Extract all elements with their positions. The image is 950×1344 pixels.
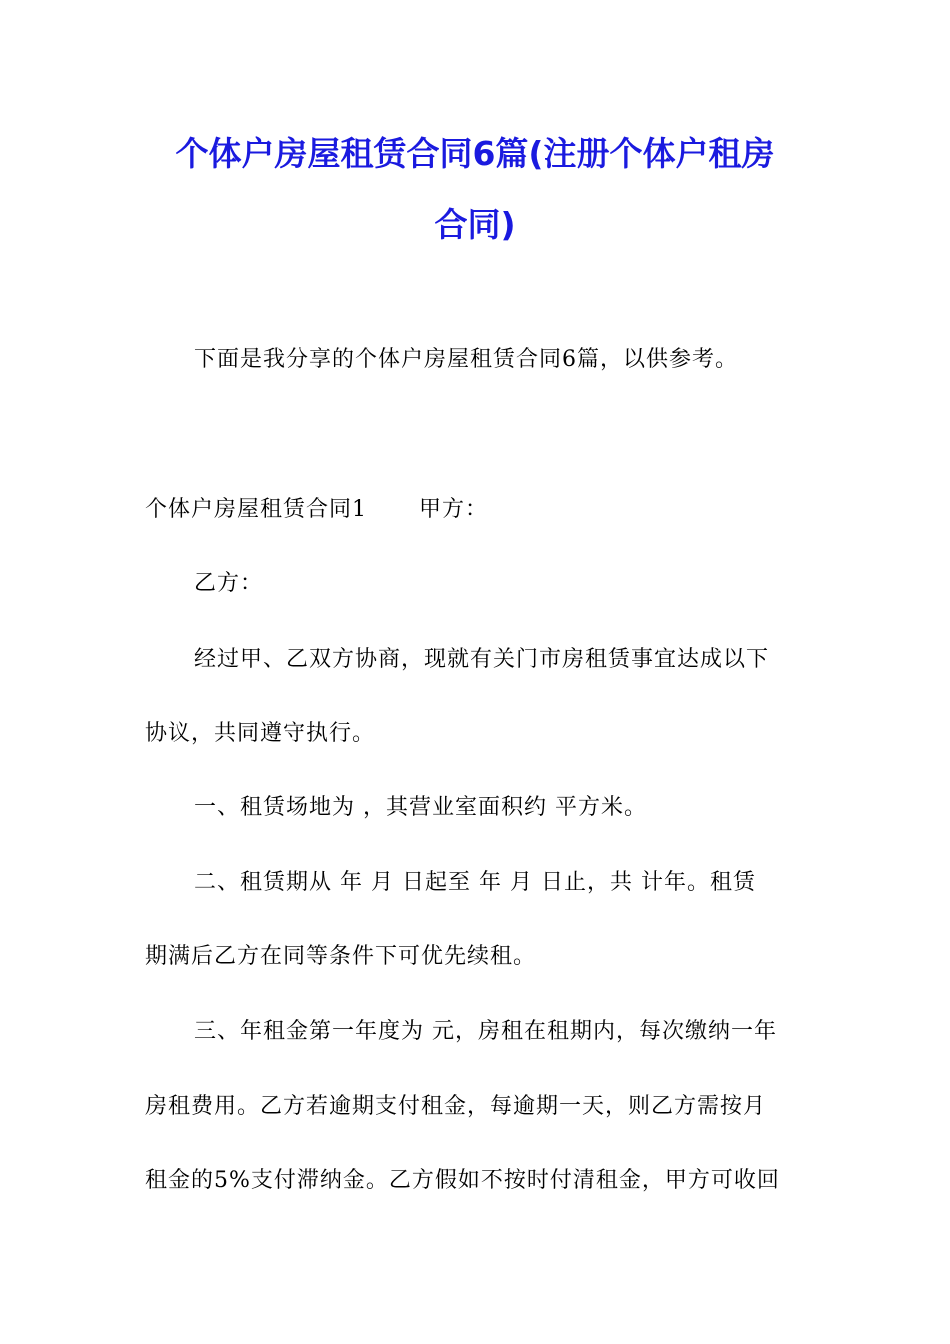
party-b-label: 乙方： (194, 571, 264, 596)
paragraph-1-line-1: 经过甲、乙双方协商，现就有关门市房租赁事宜达成以下 (194, 647, 770, 672)
document-title-line-1: 个体户房屋租赁合同6篇(注册个体户租房 (175, 134, 775, 173)
clause-3-line-3: 租金的5%支付滞纳金。乙方假如不按时付清租金，甲方可收回 (145, 1168, 780, 1193)
contract-heading: 个体户房屋租赁合同1 (145, 497, 367, 522)
paragraph-1-line-2: 协议，共同遵守执行。 (145, 721, 376, 746)
party-a-label: 甲方： (419, 497, 489, 522)
intro-paragraph: 下面是我分享的个体户房屋租赁合同6篇，以供参考。 (194, 347, 738, 372)
clause-3-line-2: 房租费用。乙方若逾期支付租金，每逾期一天，则乙方需按月 (145, 1094, 767, 1119)
clause-2-line-2: 期满后乙方在同等条件下可优先续租。 (145, 944, 537, 969)
clause-1: 一、租赁场地为 ，其营业室面积约 平方米。 (194, 795, 647, 820)
clause-2-line-1: 二、租赁期从 年 月 日起至 年 月 日止，共 计年。租赁 (194, 870, 756, 895)
clause-3-line-1: 三、年租金第一年度为 元，房租在租期内，每次缴纳一年 (194, 1019, 777, 1044)
document-title-line-2: 合同) (434, 205, 516, 244)
contract-heading-row (145, 496, 810, 524)
